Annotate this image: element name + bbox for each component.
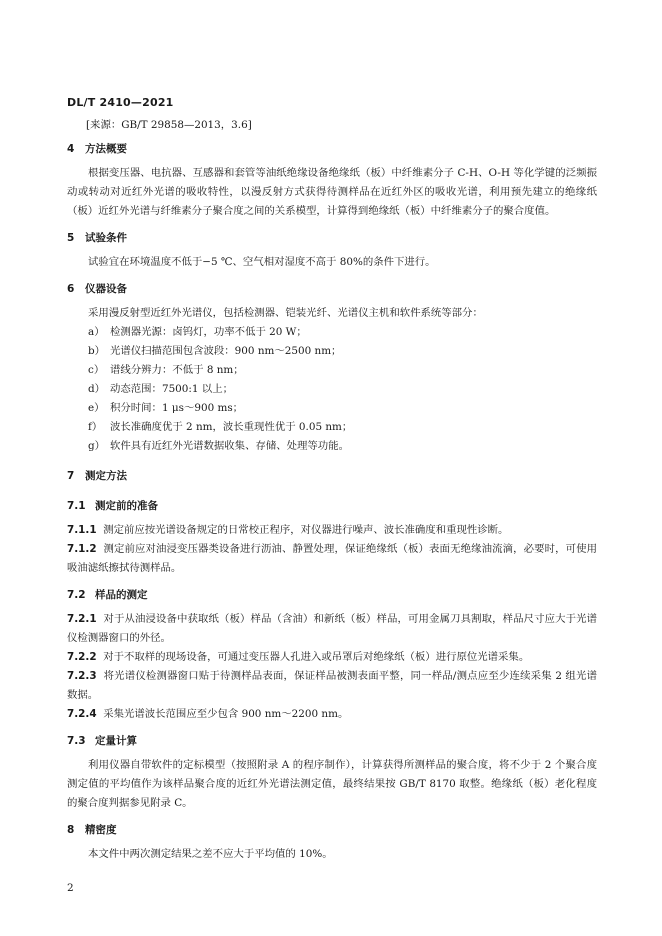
- section-title: 方法概要: [85, 143, 127, 155]
- section-number: 4: [67, 143, 75, 155]
- section-number: 5: [67, 232, 75, 244]
- list-item: [67, 399, 597, 418]
- section-title: 定量计算: [95, 735, 137, 747]
- clause-text: 对于不取样的现场设备，可通过变压器人孔进入或吊罩后对绝缘纸（板）进行原位光谱采集。: [103, 651, 530, 663]
- list-item: [67, 342, 597, 361]
- list-item: [67, 437, 597, 456]
- section-title: 测定前的准备: [95, 500, 158, 512]
- section-5-paragraph: 试验宜在环境温度不低于−5 ℃、空气相对湿度不高于 80%的条件下进行。: [88, 256, 436, 268]
- list-item: [67, 361, 597, 380]
- section-5-heading: [67, 229, 597, 248]
- section-7-1-heading: [67, 497, 597, 516]
- page-body: [67, 116, 597, 864]
- section-8-heading: [67, 821, 597, 840]
- clause-text: 对于从油浸设备中获取纸（板）样品（含油）和新纸（板）样品，可用金属刀具割取，样品尺寸应大于光谱仪检测器窗口的外径。: [67, 613, 598, 644]
- clause-7-2-4: [67, 705, 597, 724]
- list-marker: b）: [88, 345, 106, 357]
- section-7-3-heading: [67, 732, 597, 751]
- section-8-paragraph: 本文件中两次测定结果之差不应大于平均值的 10%。: [88, 848, 333, 860]
- list-text: 动态范围：7500:1 以上；: [110, 383, 233, 395]
- clause-number: 7.2.1: [67, 613, 97, 625]
- clause-7-1-2: [67, 540, 597, 578]
- list-marker: a）: [88, 326, 105, 338]
- clause-number: 7.1.2: [67, 543, 97, 555]
- section-4-paragraph: 根据变压器、电抗器、互感器和套管等油纸绝缘设备绝缘纸（板）中纤维素分子 C-H、O-H 等化学键的泛频振动或转动对近红外光谱的吸收特性，以漫反射方式获得待测样品在近红外区的吸收光谱，利用预先建立的绝缘纸（板）近红外光谱与纤维素分子聚合度之间的关系模型，计算得到绝缘纸（板）中纤维素分子的聚合度值。: [67, 167, 597, 217]
- list-item: [67, 418, 597, 437]
- section-6-intro: 采用漫反射型近红外光谱仪，包括检测器、铠装光纤、光谱仪主机和软件系统等部分：: [88, 307, 483, 319]
- section-title: 测定方法: [85, 470, 127, 482]
- list-marker: e）: [88, 402, 105, 414]
- section-7-2-heading: [67, 586, 597, 605]
- clause-number: 7.2.2: [67, 651, 97, 663]
- clause-number: 7.2.3: [67, 670, 97, 682]
- clause-text: 将光谱仪检测器窗口贴于待测样品表面，保证样品被测表面平整，同一样品/测点应至少连续采集 2 组光谱数据。: [67, 670, 597, 701]
- section-4-heading: [67, 140, 597, 159]
- source-note: [来源：GB/T 29858—2013，3.6]: [86, 119, 252, 131]
- clause-number: 7.2.4: [67, 708, 97, 720]
- section-title: 精密度: [85, 824, 117, 836]
- list-item: [67, 323, 597, 342]
- clause-text: 测定前应对油浸变压器类设备进行沥油、静置处理，保证绝缘纸（板）表面无绝缘油流滴，必要时，可使用吸油滤纸擦拭待测样品。: [67, 543, 598, 574]
- section-title: 样品的测定: [95, 589, 148, 601]
- list-item: [67, 380, 597, 399]
- clause-7-2-3: [67, 667, 597, 705]
- section-title: 仪器设备: [85, 283, 127, 295]
- section-number: 7.1: [67, 500, 86, 512]
- list-text: 波长准确度优于 2 nm，波长重现性优于 0.05 nm；: [110, 421, 353, 433]
- clause-number: 7.1.1: [67, 524, 97, 536]
- section-7-3-paragraph: 利用仪器自带软件的定标模型（按照附录 A 的程序制作），计算获得所测样品的聚合度，将不少于 2 个聚合度测定值的平均值作为该样品聚合度的近红外光谱法测定值，最终结果按 GB/T 8170 取整。绝缘纸（板）老化程度的聚合度判据参见附录 C。: [67, 759, 597, 809]
- section-number: 7: [67, 470, 75, 482]
- section-number: 7.2: [67, 589, 86, 601]
- section-number: 6: [67, 283, 75, 295]
- section-title: 试验条件: [85, 232, 127, 244]
- section-number: 7.3: [67, 735, 86, 747]
- list-text: 光谱仪扫描范围包含波段：900 nm～2500 nm；: [110, 345, 342, 357]
- list-text: 积分时间：1 μs～900 ms；: [110, 402, 244, 414]
- clause-text: 采集光谱波长范围应至少包含 900 nm～2200 nm。: [103, 708, 349, 720]
- document-code: DL/T 2410—2021: [67, 96, 174, 109]
- list-marker: f）: [88, 421, 103, 433]
- list-marker: d）: [88, 383, 106, 395]
- list-marker: g）: [88, 440, 106, 452]
- clause-text: 测定前应按光谱设备规定的日常校正程序，对仪器进行噪声、波长准确度和重现性诊断。: [103, 524, 509, 536]
- list-text: 检测器光源：卤钨灯，功率不低于 20 W；: [110, 326, 307, 338]
- section-6-heading: [67, 280, 597, 299]
- list-text: 谱线分辨力：不低于 8 nm；: [110, 364, 244, 376]
- list-text: 软件具有近红外光谱数据收集、存储、处理等功能。: [110, 440, 349, 452]
- clause-7-1-1: [67, 521, 597, 540]
- section-7-heading: [67, 467, 597, 486]
- list-marker: c）: [88, 364, 105, 376]
- clause-7-2-2: [67, 648, 597, 667]
- page-number: 2: [67, 882, 74, 894]
- clause-7-2-1: [67, 610, 597, 648]
- section-number: 8: [67, 824, 75, 836]
